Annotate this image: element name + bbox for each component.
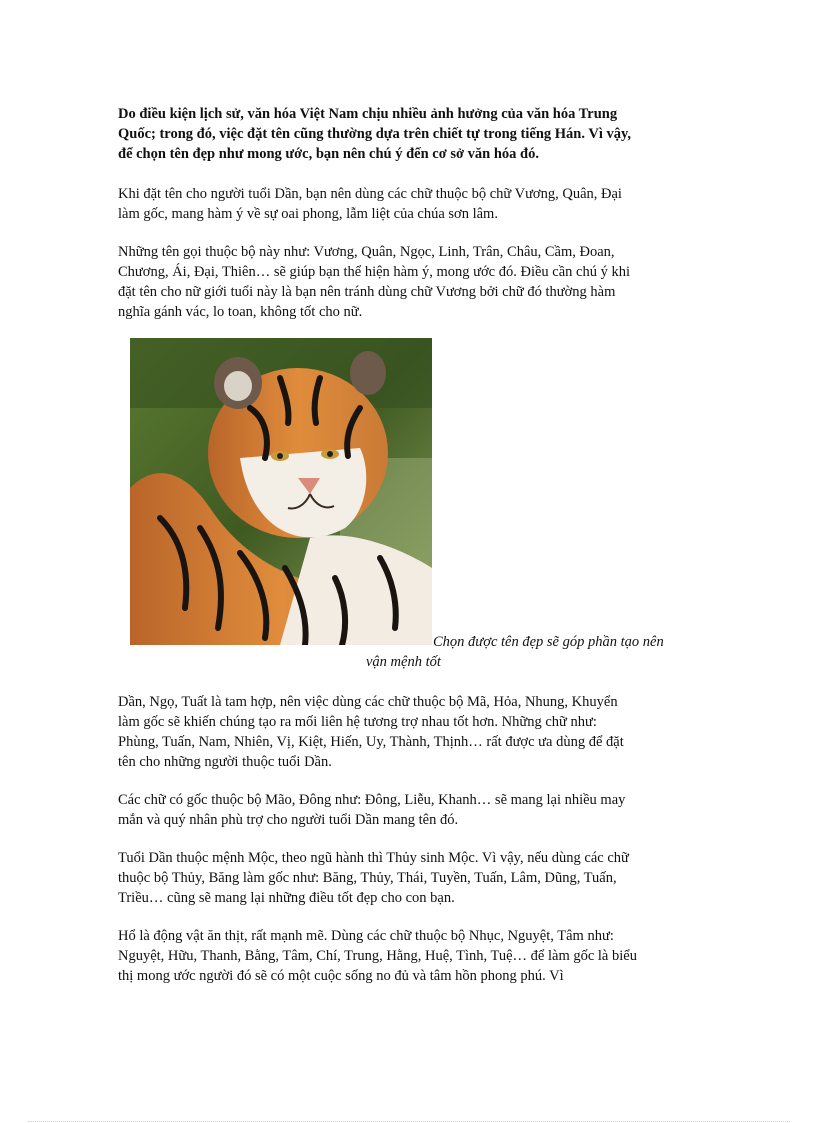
text-line: làm gốc, mang hàm ý về sự oai phong, lẫm liệt của chúa sơn lâm. xyxy=(118,206,498,222)
text-line: làm gốc sẽ khiến chúng tạo ra mối liên hệ tương trợ nhau tốt hơn. Những chữ như: xyxy=(118,714,597,730)
text-line: Các chữ có gốc thuộc bộ Mão, Đông như: Đông, Liễu, Khanh… sẽ mang lại nhiều may xyxy=(118,792,626,808)
text-line: tên cho những người thuộc tuổi Dần. xyxy=(118,754,332,770)
text-line: thị mong ước người đó sẽ có một cuộc sống no đủ và tâm hồn phong phú. Vì xyxy=(118,968,564,984)
text-line: Phùng, Tuấn, Nam, Nhiên, Vị, Kiệt, Hiến, Uy, Thành, Thịnh… rất được ưa dùng để đặt xyxy=(118,734,624,750)
text-line: Nguyệt, Hữu, Thanh, Bằng, Tâm, Chí, Trung, Hằng, Huệ, Tình, Tuệ… để làm gốc là biểu xyxy=(118,948,637,964)
paragraph-5 xyxy=(118,848,698,908)
paragraph-2 xyxy=(118,242,698,322)
text-line: Triều… cũng sẽ mang lại những điều tốt đẹp cho con bạn. xyxy=(118,890,455,906)
text-line: Chương, Ái, Đại, Thiên… sẽ giúp bạn thể hiện hàm ý, mong ước đó. Điều cần chú ý khi xyxy=(118,264,631,280)
text-line: Do điều kiện lịch sử, văn hóa Việt Nam chịu nhiều ảnh hưởng của văn hóa Trung xyxy=(118,106,618,122)
paragraph-6 xyxy=(118,926,698,986)
text-line: Những tên gọi thuộc bộ này như: Vương, Quân, Ngọc, Linh, Trân, Châu, Cầm, Đoan, xyxy=(118,244,615,260)
intro-paragraph xyxy=(118,104,698,164)
text-line: đặt tên cho nữ giới tuổi này là bạn nên tránh dùng chữ Vương bởi chữ đó thường hàm xyxy=(118,284,616,300)
paragraph-1 xyxy=(118,184,698,224)
text-line: thuộc bộ Thủy, Băng làm gốc như: Băng, Thủy, Thái, Tuyền, Tuấn, Lâm, Dũng, Tuấn, xyxy=(118,870,617,886)
paragraph-4 xyxy=(118,790,698,830)
text-line: mắn và quý nhân phù trợ cho người tuổi Dần mang tên đó. xyxy=(118,812,459,828)
image-caption-line-1: Chọn được tên đẹp sẽ góp phần tạo nên xyxy=(433,634,664,650)
tiger-photo xyxy=(130,338,432,645)
text-line: Tuổi Dần thuộc mệnh Mộc, theo ngũ hành thì Thủy sinh Mộc. Vì vậy, nếu dùng các chữ xyxy=(118,850,629,866)
image-caption-line-2: vận mệnh tốt xyxy=(366,654,441,670)
text-line: để chọn tên đẹp như mong ước, bạn nên chú ý đến cơ sở văn hóa đó. xyxy=(118,146,539,162)
paragraph-3 xyxy=(118,692,698,772)
text-line: Dần, Ngọ, Tuất là tam hợp, nên việc dùng các chữ thuộc bộ Mã, Hỏa, Nhung, Khuyển xyxy=(118,694,618,710)
page-bottom-divider xyxy=(28,1121,790,1122)
text-line: Khi đặt tên cho người tuổi Dần, bạn nên dùng các chữ thuộc bộ chữ Vương, Quân, Đại xyxy=(118,186,622,202)
text-line: nghĩa gánh vác, lo toan, không tốt cho nữ. xyxy=(118,304,363,320)
text-line: Hổ là động vật ăn thịt, rất mạnh mẽ. Dùng các chữ thuộc bộ Nhục, Nguyệt, Tâm như: xyxy=(118,928,614,944)
text-line: Quốc; trong đó, việc đặt tên cũng thường dựa trên chiết tự trong tiếng Hán. Vì vậy, xyxy=(118,126,632,142)
